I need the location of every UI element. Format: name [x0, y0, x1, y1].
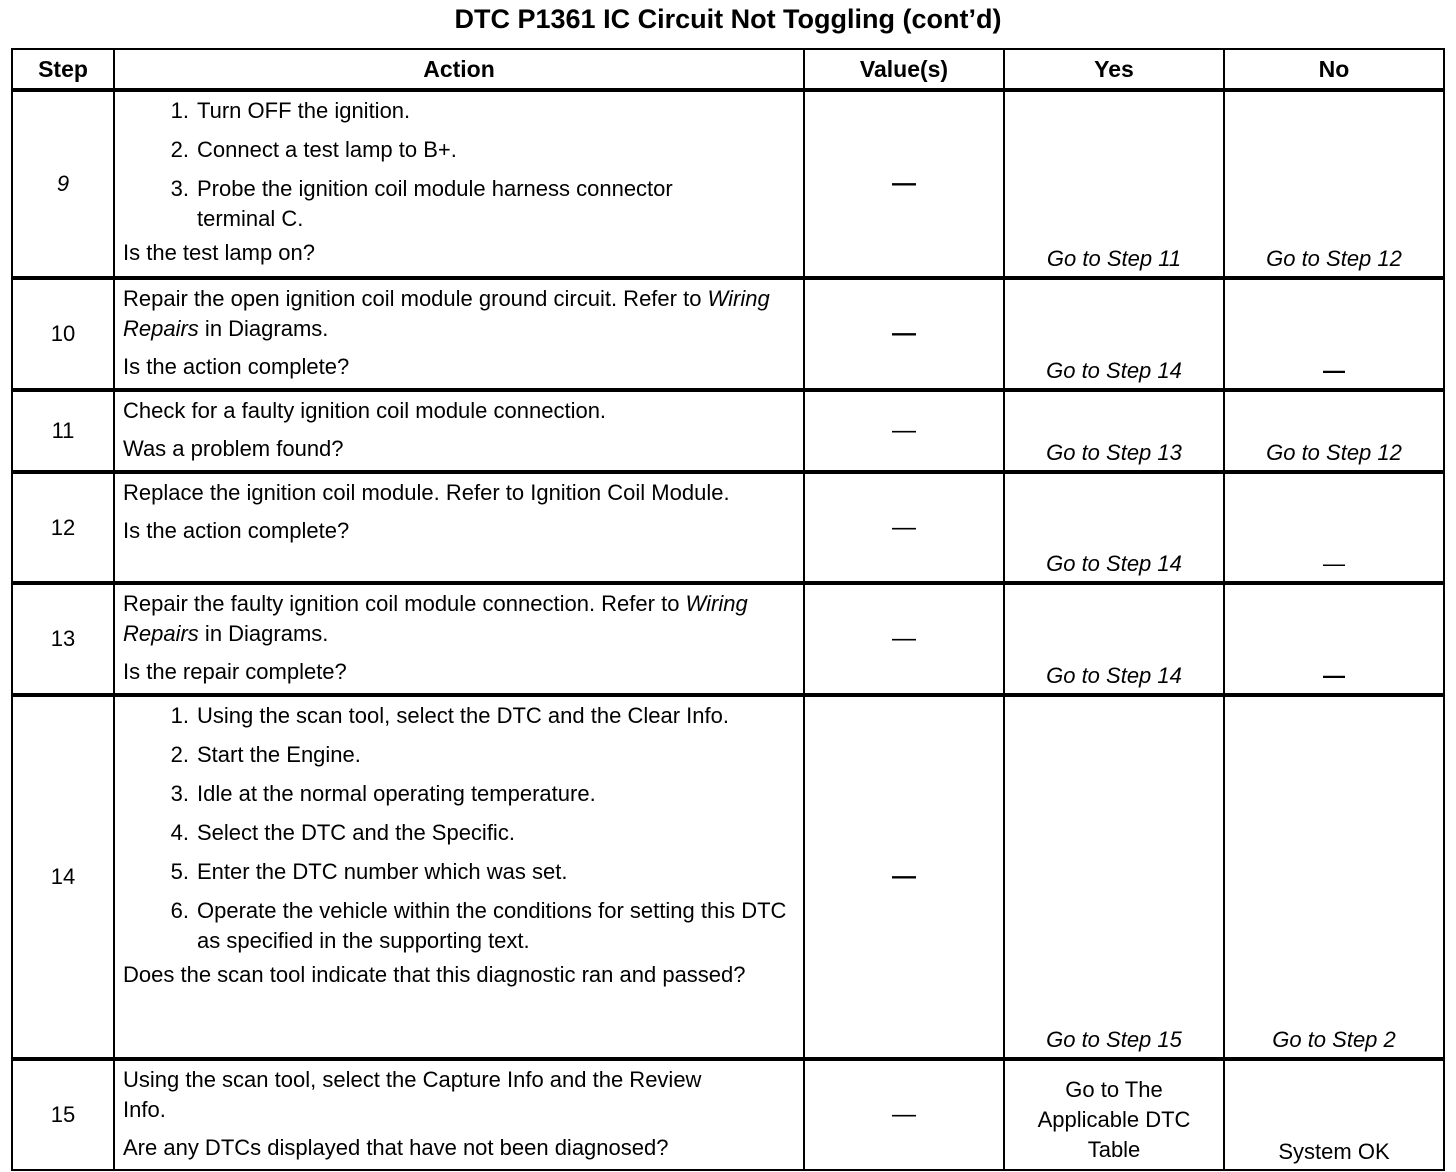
list-item — [123, 779, 795, 809]
list-text: Connect a test lamp to B+. — [197, 137, 457, 162]
reference-link-text: Wiring Repairs — [123, 286, 770, 341]
list-item — [123, 740, 795, 770]
value-cell: — — [804, 278, 1004, 390]
list-number: 1. — [170, 703, 189, 728]
action-cell — [114, 1059, 804, 1170]
question: Does the scan tool indicate that this diagnostic ran and passed? — [123, 962, 746, 987]
table-row — [12, 583, 1444, 695]
action-text-part: in Diagrams. — [198, 316, 329, 341]
list-number: 2. — [170, 137, 189, 162]
value-cell: — — [804, 583, 1004, 695]
value-cell: — — [804, 695, 1004, 1059]
list-item — [123, 701, 795, 731]
value-cell: — — [804, 1059, 1004, 1170]
list-number: 1. — [170, 98, 189, 123]
yes-answer: Go to Step 13 — [1004, 390, 1224, 472]
step-number: 12 — [12, 472, 114, 583]
yes-answer: Go to Step 15 — [1004, 695, 1224, 1059]
yes-answer: Go to Step 14 — [1004, 472, 1224, 583]
question: Is the action complete? — [123, 518, 350, 543]
reference-link-text: Wiring Repairs — [123, 591, 748, 646]
step-number: 14 — [12, 695, 114, 1059]
step-list — [123, 96, 795, 234]
action-text: Replace the ignition coil module. Refer to Ignition Coil Module. — [123, 480, 730, 505]
action-cell — [114, 695, 804, 1059]
header-no: No — [1224, 49, 1444, 90]
table-row — [12, 472, 1444, 583]
table-row — [12, 695, 1444, 1059]
list-text: Using the scan tool, select the DTC and the Clear Info. — [197, 703, 729, 728]
list-text: Idle at the normal operating temperature. — [197, 781, 596, 806]
action-text: Using the scan tool, select the Capture Info and the Review Info. — [123, 1067, 702, 1122]
header-step: Step — [12, 49, 114, 90]
action-text: Check for a faulty ignition coil module connection. — [123, 398, 607, 423]
list-item — [123, 135, 795, 165]
no-answer: System OK — [1224, 1059, 1444, 1170]
action-text — [123, 284, 795, 344]
list-number: 3. — [170, 176, 189, 201]
step-number: 11 — [12, 390, 114, 472]
action-cell — [114, 472, 804, 583]
table-row — [12, 390, 1444, 472]
yes-answer: Go to Step 14 — [1004, 583, 1224, 695]
action-text-part: Repair the open ignition coil module ground circuit. Refer to — [123, 286, 708, 311]
step-number: 10 — [12, 278, 114, 390]
list-text: Operate the vehicle within the conditions for setting this DTC as specified in the supporting text. — [197, 898, 787, 953]
no-answer: Go to Step 12 — [1224, 90, 1444, 278]
list-number: 5. — [170, 859, 189, 884]
value-cell: — — [804, 472, 1004, 583]
header-action: Action — [114, 49, 804, 90]
page-title: DTC P1361 IC Circuit Not Toggling (cont’d) — [454, 4, 1002, 34]
table-row — [12, 278, 1444, 390]
question: Is the test lamp on? — [123, 240, 315, 265]
list-text: Start the Engine. — [197, 742, 361, 767]
header-values: Value(s) — [804, 49, 1004, 90]
value-cell: — — [804, 90, 1004, 278]
header-yes: Yes — [1004, 49, 1224, 90]
no-answer: Go to Step 12 — [1224, 390, 1444, 472]
action-text — [123, 589, 795, 649]
list-number: 3. — [170, 781, 189, 806]
step-number: 15 — [12, 1059, 114, 1170]
table-row — [12, 1059, 1444, 1170]
list-text: Enter the DTC number which was set. — [197, 859, 568, 884]
no-answer: — — [1224, 472, 1444, 583]
list-text: Turn OFF the ignition. — [197, 98, 411, 123]
value-cell: — — [804, 390, 1004, 472]
question: Is the action complete? — [123, 354, 350, 379]
list-item — [123, 174, 795, 234]
list-text: Select the DTC and the Specific. — [197, 820, 515, 845]
list-number: 4. — [170, 820, 189, 845]
action-text-part: in Diagrams. — [198, 621, 329, 646]
list-item — [123, 96, 795, 126]
step-list — [123, 701, 795, 956]
question: Was a problem found? — [123, 436, 344, 461]
action-cell — [114, 90, 804, 278]
yes-answer: Go to The Applicable DTC Table — [1004, 1059, 1224, 1170]
header-row — [12, 49, 1444, 90]
yes-answer: Go to Step 11 — [1004, 90, 1224, 278]
question: Is the repair complete? — [123, 659, 347, 684]
list-item — [123, 896, 795, 956]
list-number: 2. — [170, 742, 189, 767]
yes-answer: Go to Step 14 — [1004, 278, 1224, 390]
no-answer: — — [1224, 278, 1444, 390]
action-cell — [114, 583, 804, 695]
no-answer: Go to Step 2 — [1224, 695, 1444, 1059]
step-number: 13 — [12, 583, 114, 695]
list-item — [123, 857, 795, 887]
no-answer: — — [1224, 583, 1444, 695]
list-text: Probe the ignition coil module harness connector terminal C. — [197, 176, 673, 231]
step-number: 9 — [12, 90, 114, 278]
list-number: 6. — [170, 898, 189, 923]
action-cell — [114, 390, 804, 472]
action-text-part: Repair the faulty ignition coil module connection. Refer to — [123, 591, 686, 616]
list-item — [123, 818, 795, 848]
table-row — [12, 90, 1444, 278]
diagnostic-table — [11, 48, 1445, 1171]
question: Are any DTCs displayed that have not been diagnosed? — [123, 1135, 669, 1160]
action-cell — [114, 278, 804, 390]
